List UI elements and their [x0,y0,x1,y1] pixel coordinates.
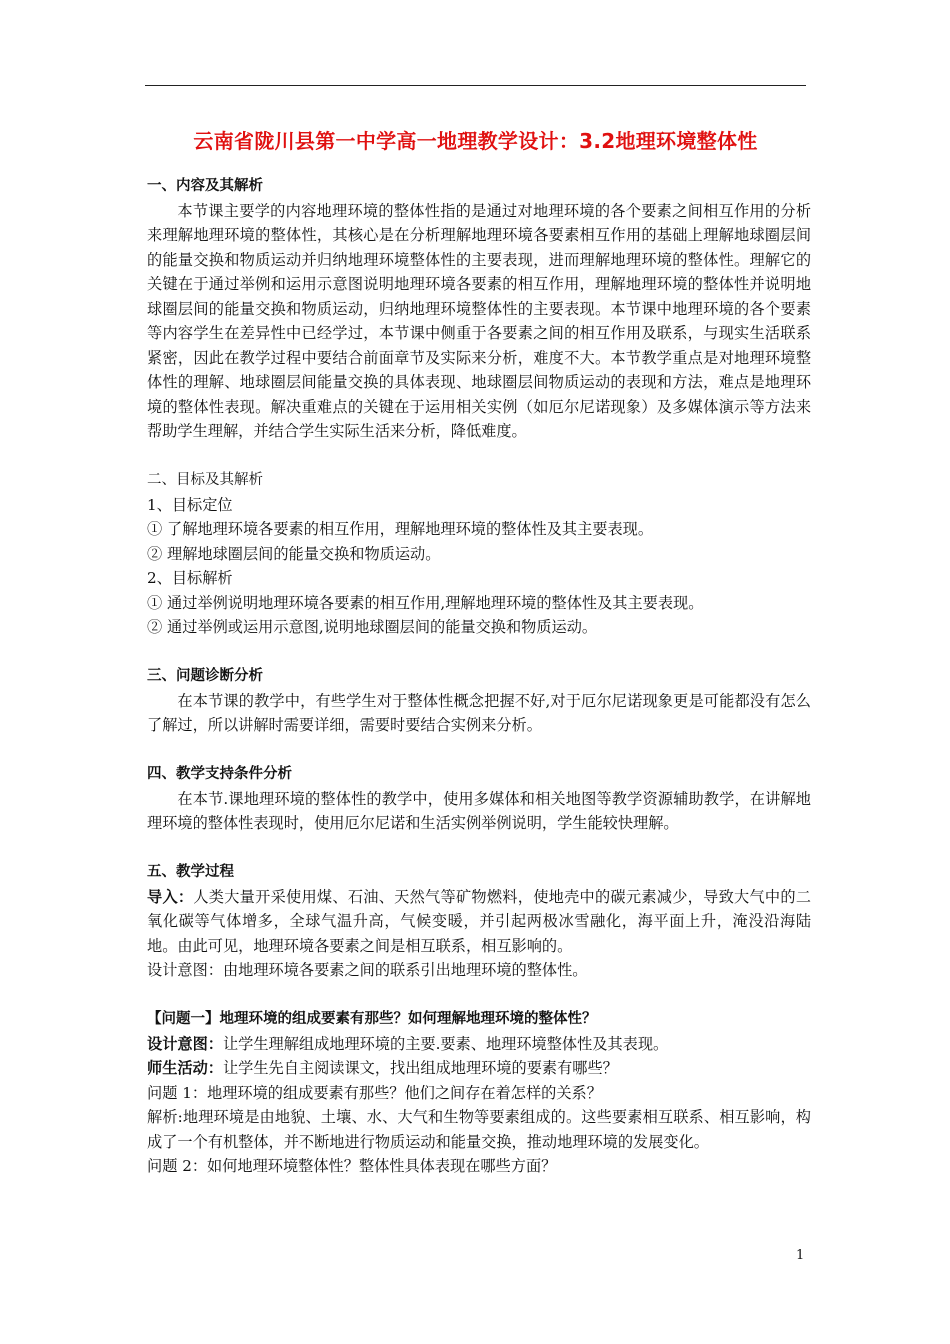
q1-design-label: 设计意图： [147,1034,223,1053]
q1-activity-label: 师生活动： [147,1059,223,1077]
intro-text: 人类大量开采使用煤、石油、天然气等矿物燃料，使地壳中的碳元素减少，导致大气中的二氧化碳等气体增多，全球气温升高，气候变暖，并引起两极冰雪融化，海平面上升，淹没沿海陆地。由此可见，地理环境各要素之间是相互联系，相互影响的。 [147,887,811,955]
section-heading-4: 四、教学支持条件分析 [147,766,292,782]
section-heading-1: 一、内容及其解析 [147,178,263,194]
section-3-paragraph: 在本节课的教学中，有些学生对于整体性概念把握不好,对于厄尔尼诺现象更是可能都没有怎么了解过，所以讲解时需要详细，需要时要结合实例来分析。 [147,691,811,734]
goal-item-4: ② 通过举例或运用示意图,说明地球圈层间的能量交换和物质运动。 [147,618,598,636]
document-body [147,174,811,1179]
q1-design-text: 让学生理解组成地理环境的主要.要素、地理环境整体性及其表现。 [222,1034,669,1053]
question-one-heading: 【问题一】地理环境的组成要素有那些？如何理解地理环境的整体性？ [147,1011,597,1027]
intro-design-intent: 设计意图：由地理环境各要素之间的联系引出地理环境的整体性。 [147,961,588,979]
goal-subheading-2: 2、目标解析 [147,569,233,587]
q1-activity-text: 让学生先自主阅读课文，找出组成地理环境的要素有哪些？ [222,1059,618,1077]
goal-item-1: ① 了解地理环境各要素的相互作用，理解地理环境的整体性及其主要表现。 [147,520,654,538]
question-1: 问题 1：地理环境的组成要素有那些？他们之间存在着怎样的关系？ [147,1083,602,1102]
section-4-paragraph: 在本节.课地理环境的整体性的教学中，使用多媒体和相关地图等教学资源辅助教学，在讲解地理环境的整体性表现时，使用厄尔尼诺和生活实例举例说明，学生能较快理解。 [147,789,811,832]
q1-design-intent [147,1032,811,1057]
document-title: 云南省陇川县第一中学高一地理教学设计：3.2地理环境整体性 [193,129,758,153]
section-heading-2: 二、目标及其解析 [147,472,263,488]
section-heading-5: 五、教学过程 [147,864,234,880]
question-2: 问题 2：如何地理环境整体性？整体性具体表现在哪些方面？ [147,1157,557,1175]
intro-label: 导入： [147,887,194,906]
intro-paragraph [147,885,811,959]
page-number: 1 [796,1248,805,1263]
goal-subheading-1: 1、目标定位 [147,495,233,514]
q1-activity [147,1056,811,1081]
header-rule [145,85,806,86]
goal-item-2: ② 理解地球圈层间的能量交换和物质运动。 [147,544,441,563]
analysis-1: 解析:地理环境是由地貌、土壤、水、大气和生物等要素组成的。这些要素相互联系、相互影响，构成了一个有机整体，并不断地进行物质运动和能量交换，推动地理环境的发展变化。 [147,1108,811,1151]
goal-item-3: ① 通过举例说明地理环境各要素的相互作用,理解地理环境的整体性及其主要表现。 [147,593,704,612]
section-1-paragraph: 本节课主要学的内容地理环境的整体性指的是通过对地理环境的各个要素之间相互作用的分析来理解地理环境的整体性，其核心是在分析理解地理环境各要素相互作用的基础上理解地球圈层间的能量交换和物质运动并归纳地理环境整体性的主要表现，进而理解地理环境的整体性。理解它的关键在于通过举例和运用示意图说明地理环境各要素的相互作用，理解地理环境的整体性并说明地球圈层间的能量交换和物质运动，归纳地理环境整体性的主要表现。本节课中地理环境的各个要素等内容学生在差异性中已经学过，本节课中侧重于各要素之间的相互作用及联系，与现实生活联系紧密，因此在教学过程中要结合前面章节及实际来分析，难度不大。本节教学重点是对地理环境整体性的理解、地球圈层间能量交换的具体表现、地球圈层间物质运动的表现和方法，难点是地理环境的整体性表现。解决重难点的关键在于运用相关实例（如厄尔尼诺现象）及多媒体演示等方法来帮助学生理解，并结合学生实际生活来分析，降低难度。 [147,201,811,440]
section-heading-3: 三、问题诊断分析 [147,668,263,684]
